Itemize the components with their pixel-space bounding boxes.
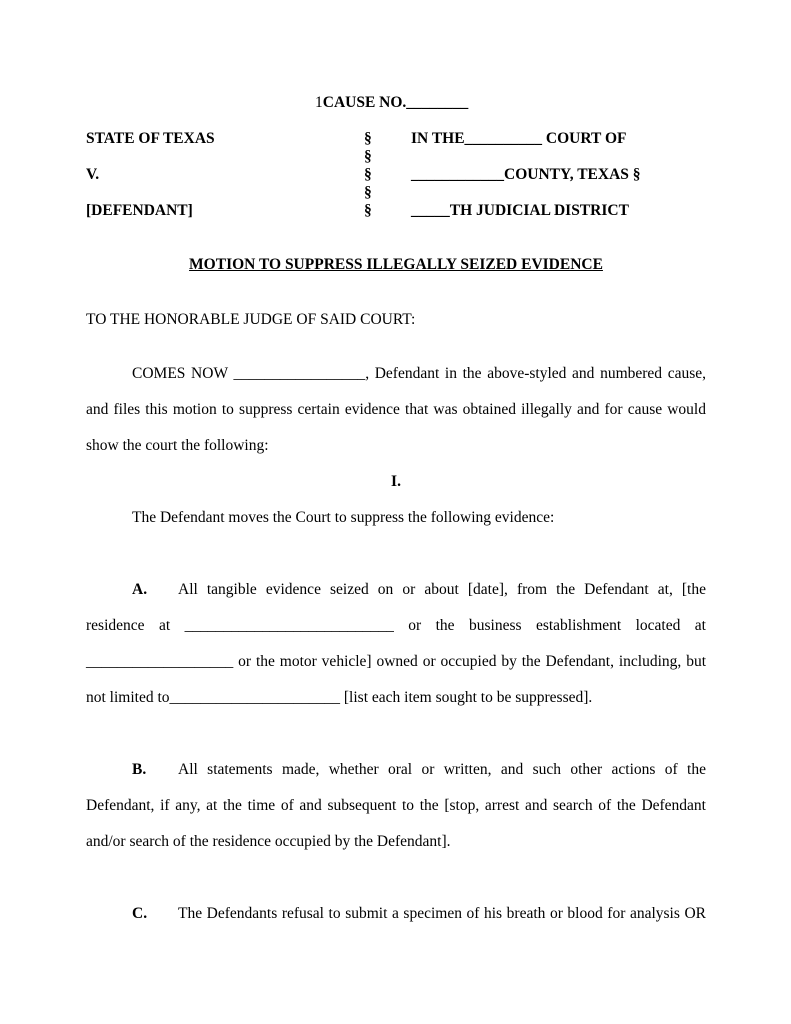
section-heading: I.	[391, 473, 401, 490]
item-b-label: B.	[132, 761, 147, 778]
intro-line-1: COMES NOW _________________, Defendant in the above-styled and numbered cause,	[132, 365, 706, 382]
intro-line-2: and files this motion to suppress certain evidence that was obtained illegally and for cause would	[86, 401, 706, 418]
salutation: TO THE HONORABLE JUDGE OF SAID COURT:	[86, 311, 416, 328]
section-symbol: §	[364, 184, 372, 201]
item-b-line-2: Defendant, if any, at the time of and subsequent to the [stop, arrest and search of the Defendant	[86, 797, 706, 814]
item-a-line-4: not limited to______________________ [list each item sought to be suppressed].	[86, 689, 593, 706]
item-a-label: A.	[132, 581, 148, 598]
section-symbol: §	[364, 166, 372, 183]
moves-text: The Defendant moves the Court to suppress the following evidence:	[132, 509, 555, 526]
item-b-line-1: All statements made, whether oral or written, and such other actions of the	[178, 761, 706, 778]
item-c-label: C.	[132, 905, 148, 922]
cause-prefix: 1	[315, 94, 323, 111]
section-symbol: §	[364, 130, 372, 147]
item-c-line-1: The Defendants refusal to submit a specimen of his breath or blood for analysis OR	[178, 905, 706, 922]
cause-number-label: CAUSE NO.________	[322, 94, 469, 111]
section-symbol: §	[364, 148, 372, 165]
caption-defendant: [DEFENDANT]	[86, 202, 193, 219]
caption-court: IN THE__________ COURT OF	[411, 130, 627, 147]
caption-state: STATE OF TEXAS	[86, 130, 215, 147]
caption-district: _____TH JUDICIAL DISTRICT	[411, 202, 629, 219]
item-a-line-1: All tangible evidence seized on or about [date], from the Defendant at, [the	[178, 581, 706, 598]
item-a-line-3: ___________________ or the motor vehicle] owned or occupied by the Defendant, including, but	[86, 653, 706, 670]
cause-number-line	[315, 94, 468, 112]
item-a-line-2: residence at ___________________________ or the business establishment located at	[86, 617, 706, 634]
document-title: MOTION TO SUPPRESS ILLEGALLY SEIZED EVIDENCE	[189, 256, 603, 273]
caption-county: ____________COUNTY, TEXAS §	[411, 166, 641, 183]
item-b-line-3: and/or search of the residence occupied by the Defendant].	[86, 833, 451, 850]
caption-versus: V.	[86, 166, 100, 183]
section-symbol: §	[364, 202, 372, 219]
intro-line-3: show the court the following:	[86, 437, 269, 454]
